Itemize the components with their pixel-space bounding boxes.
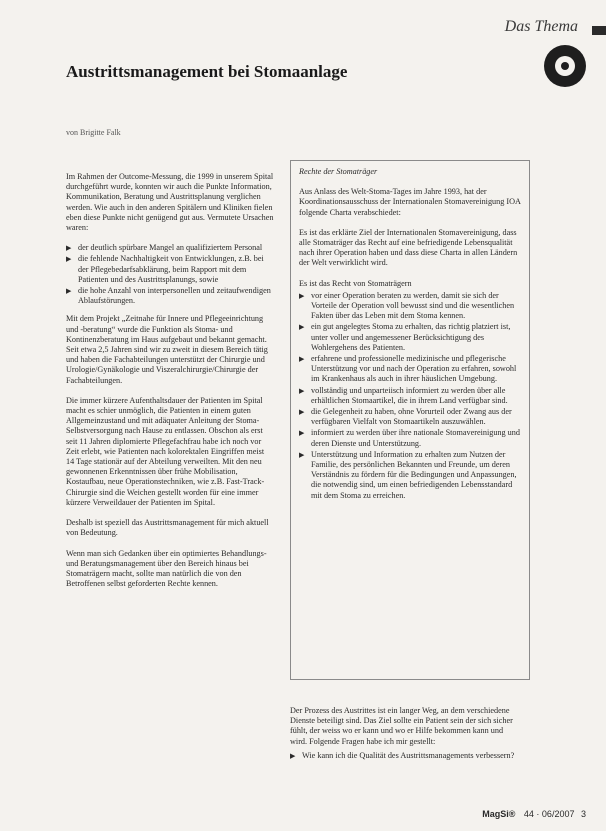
list-item: ▶ vor einer Operation beraten zu werden, damit sie sich der Vorteile der Operation voll bewusst sind und die wesentlichen Fakten über das Leben mit dem Stoma kennen. (299, 290, 515, 321)
list-item: ▶ vollständig und unparteiisch informiert zu werden über alle erhältlichen Stomaartikel, die in ihrem Land verfügbar sind. (299, 385, 508, 405)
section-label: Das Thema (504, 18, 578, 35)
list-item: ▶ Wie kann ich die Qualität des Austrittsmanagements verbessern? (290, 750, 515, 760)
right-column (290, 706, 522, 769)
bullet-icon: ▶ (299, 355, 305, 364)
paragraph: Es ist das erklärte Ziel der Internationalen Stomavereinigung, dass alle Stomaträger das Recht auf eine befriedigende Lebensqualität nach ihrer Operation haben und dass diese Charta in allen Ländern der Welt verwirklicht wird. (299, 227, 518, 268)
paragraph: Im Rahmen der Outcome-Messung, die 1999 in unserem Spital durchgeführt wurde, konnten wir auch die Punkte Information, Kommunikation, Beratung und Austrittsplanung verglichen werden. Wie auch in den anderen Spitälern und Kliniken fielen eben diese Punkte nicht genügend gut aus. Vermutete Ursachen waren: (66, 172, 274, 233)
bullet-icon: ▶ (299, 386, 305, 395)
paragraph: Deshalb ist speziell das Austrittsmanagement für mich aktuell von Bedeutung. (66, 518, 269, 538)
rights-box (290, 160, 530, 680)
list-item: ▶ ein gut angelegtes Stoma zu erhalten, das richtig platziert ist, unter voller und angemessener Berücksichtigung des Wohlergehens des Patienten. (299, 322, 511, 352)
bullet-icon: ▶ (66, 287, 72, 296)
paragraph: Wenn man sich Gedanken über ein optimiertes Behandlungs- und Beratungsmanagement über den Bereich hinaus bei Stomaträgern macht, sollte man natürlich die von den Betroffenen selbst geforderten Rechte kennen. (66, 548, 267, 589)
box-heading: Rechte der Stomaträger (299, 167, 378, 176)
list-item: ▶ die fehlende Nachhaltigkeit von Entwicklungen, z.B. bei der Pflegebedarfsabklärung, beim Rapport mit dem Patienten und des Austrittsplanungs, sowie (66, 254, 264, 284)
issue-number: 44 · 06/2007 (523, 809, 575, 819)
magazine-name: MagSi® (482, 809, 516, 819)
paragraph: Die immer kürzere Aufenthaltsdauer der Patienten im Spital macht es schier unmöglich, die Patienten in einem guten Allgemeinzustand und mit adäquater Anleitung der Stoma-Selbstversorgung nach Hause zu entlassen. Obschon als erst seit 11 Jahren diplomierte Pflegefachfrau habe ich noch vor Zeit erlebt, wie Patienten nach kolorektalen Eingriffen meist 14 Tage stationär auf der Abteilung verweilten. Mit den neu gewonnenen Erkenntnissen über frühe Mobilisation, Kostaufbau, neue Operationstechniken, wie z.B. Fast-Track-Chirurgie sind die Weichen gestellt worden für eine immer kürzere Verweildauer der Patienten im Spital. (66, 395, 265, 507)
left-column (66, 172, 274, 599)
bullet-icon: ▶ (66, 255, 72, 264)
bullet-icon: ▶ (299, 429, 305, 438)
rights-list (299, 291, 521, 501)
article-title: Austrittsmanagement bei Stomaanlage (66, 62, 348, 81)
bullet-icon: ▶ (299, 450, 305, 459)
bullet-icon: ▶ (299, 323, 305, 332)
bullet-icon: ▶ (299, 291, 305, 300)
left-bullet-list (66, 243, 274, 306)
paragraph: Mit dem Projekt „Zeitnahe für Innere und Pflegeeinrichtung und -beratung“ wurde die Funktion als Stoma- und Kontinenzberatung im Haus aufgebaut und bekannt gemacht. Seit etwa 2,5 Jahren sind wir zu zweit in diesem Bereich tätig und haben die Fachabteilungen unterstützt der Chirurgie und Urologie/Gynäkologie und Viszeralchirurgie/Chirurgie der Fachabteilungen. (66, 314, 268, 385)
stoma-logo-icon (544, 45, 586, 87)
paragraph: Es ist das Recht von Stomaträgern (299, 278, 412, 288)
question-list (290, 751, 522, 761)
paragraph: Der Prozess des Austrittes ist ein langer Weg, an dem verschiedene Dienste beteiligt sind. Das Ziel sollte ein Patient sein der sich sicher fühlt, der weiss wo er kann und wo er Hilfe bekommen kann und wird. Folgende Fragen habe ich mir gestellt: (290, 706, 513, 746)
bullet-icon: ▶ (290, 751, 296, 760)
page-footer (482, 809, 586, 819)
bullet-icon: ▶ (66, 244, 72, 253)
list-item: ▶ informiert zu werden über ihre nationale Stomavereinigung und deren Dienste und Unterstützung. (299, 428, 520, 448)
section-bar (592, 26, 606, 35)
list-item: ▶ der deutlich spürbare Mangel an qualifiziertem Personal (66, 243, 263, 253)
page-number: 3 (580, 809, 586, 819)
article-author: von Brigitte Falk (66, 128, 121, 137)
list-item: ▶ die Gelegenheit zu haben, ohne Vorurteil oder Zwang aus der verfügbaren Vielfalt von Stomaartikeln auszuwählen. (299, 407, 512, 427)
paragraph: Aus Anlass des Welt-Stoma-Tages im Jahre 1993, hat der Koordinationsausschuss der Internationalen Stomavereinigung IOA folgende Charta verabschiedet: (299, 187, 521, 217)
list-item: ▶ Unterstützung und Information zu erhalten zum Nutzen der Familie, des persönlichen Bekannten und Freunde, um deren Verständnis zu fördern für die Bedingungen und Anpassungen, die notwendig sind, um einen befriedigenden Lebensstandard mit dem Stoma zu erreichen. (299, 449, 517, 500)
list-item: ▶ erfahrene und professionelle medizinische und pflegerische Unterstützung vor und nach der Operation zu erfahren, sowohl im Krankenhaus als auch in ihrer häuslichen Umgebung. (299, 354, 517, 384)
bullet-icon: ▶ (299, 408, 305, 417)
list-item: ▶ die hohe Anzahl von interpersonellen und zeitaufwendigen Ablaufstörungen. (66, 286, 271, 306)
